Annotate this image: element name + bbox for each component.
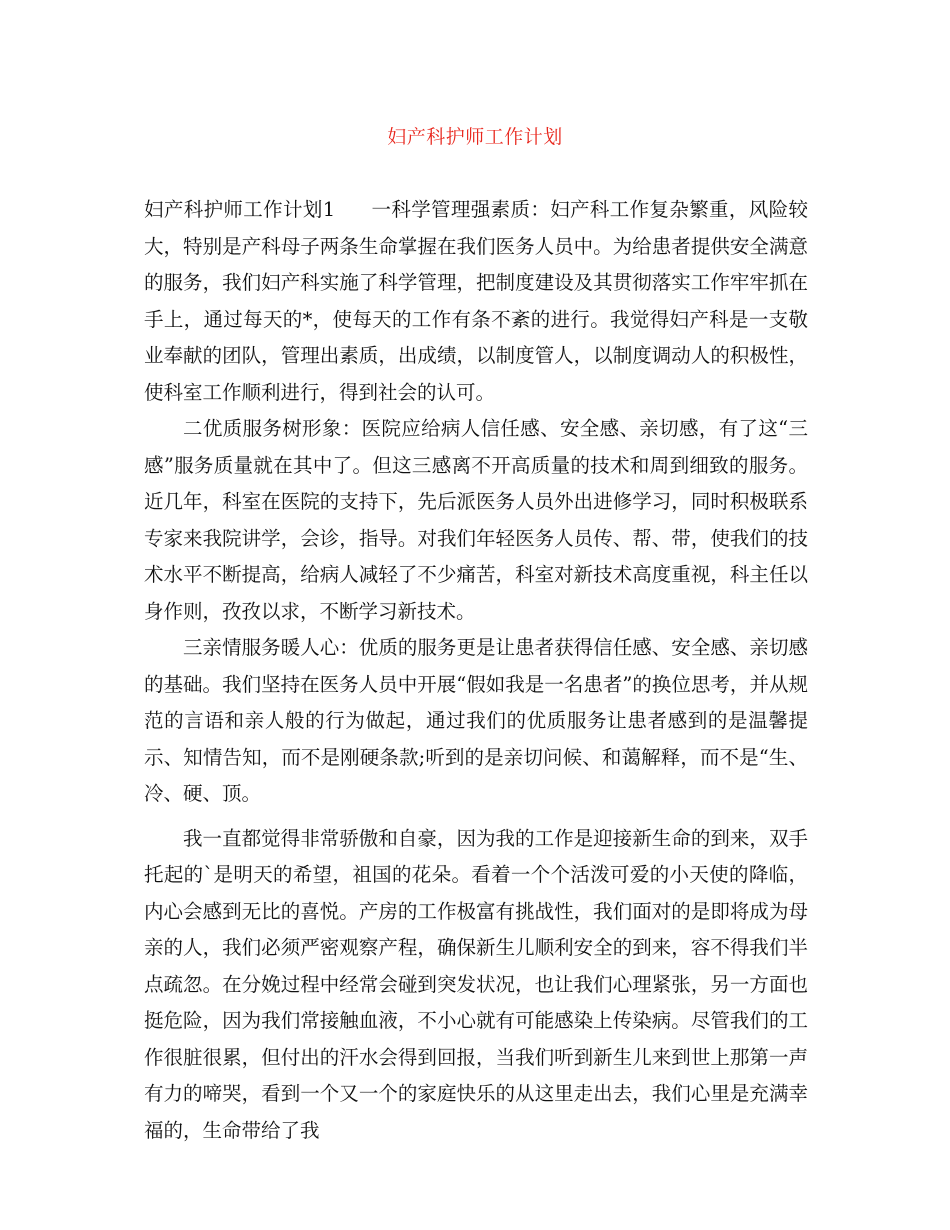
section-heading: 妇产科护师工作计划1	[144, 198, 336, 221]
paragraph-3: 三亲情服务暖人心：优质的服务更是让患者获得信任感、安全感、亲切感的基础。我们坚持在医务人员中开展“假如我是一名患者”的换位思考，并从规范的言语和亲人般的行为做起，通过我们的优质服务让患者感到的是温馨提示、知情告知，而不是刚硬条款;听到的是亲切问候、和蔼解释，而不是“生、冷、硬、顶。	[144, 636, 808, 805]
paragraph-1	[144, 192, 808, 411]
document-body	[144, 192, 808, 1149]
paragraph-1-text: 一科学管理强素质：妇产科工作复杂繁重，风险较大，特别是产科母子两条生命掌握在我们医务人员中。为给患者提供安全满意的服务，我们妇产科实施了科学管理，把制度建设及其贯彻落实工作牢牢抓在手上，通过每天的*，使每天的工作有条不紊的进行。我觉得妇产科是一支敬业奉献的团队，管理出素质，出成绩，以制度管人，以制度调动人的积极性，使科室工作顺利进行，得到社会的认可。	[144, 198, 808, 404]
document-title: 妇产科护师工作计划	[387, 126, 563, 148]
paragraph-4: 我一直都觉得非常骄傲和自豪，因为我的工作是迎接新生命的到来，双手托起的`是明天的希望，祖国的花朵。看着一个个活泼可爱的小天使的降临，内心会感到无比的喜悦。产房的工作极富有挑战性，我们面对的是即将成为母亲的人，我们必须严密观察产程，确保新生儿顺利安全的到来，容不得我们半点疏忽。在分娩过程中经常会碰到突发状况，也让我们心理紧张，另一方面也挺危险，因为我们常接触血液，不小心就有可能感染上传染病。尽管我们的工作很脏很累，但付出的汗水会得到回报，当我们听到新生儿来到世上那第一声有力的啼哭，看到一个又一个的家庭快乐的从这里走出去，我们心里是充满幸福的，生命带给了我	[144, 826, 808, 1142]
paragraph-2: 二优质服务树形象：医院应给病人信任感、安全感、亲切感，有了这“三感”服务质量就在其中了。但这三感离不开高质量的技术和周到细致的服务。近几年，科室在医院的支持下，先后派医务人员外出进修学习，同时积极联系专家来我院讲学，会诊，指导。对我们年轻医务人员传、帮、带，使我们的技术水平不断提高，给病人减轻了不少痛苦，科室对新技术高度重视，科主任以身作则，孜孜以求，不断学习新技术。	[144, 417, 808, 623]
